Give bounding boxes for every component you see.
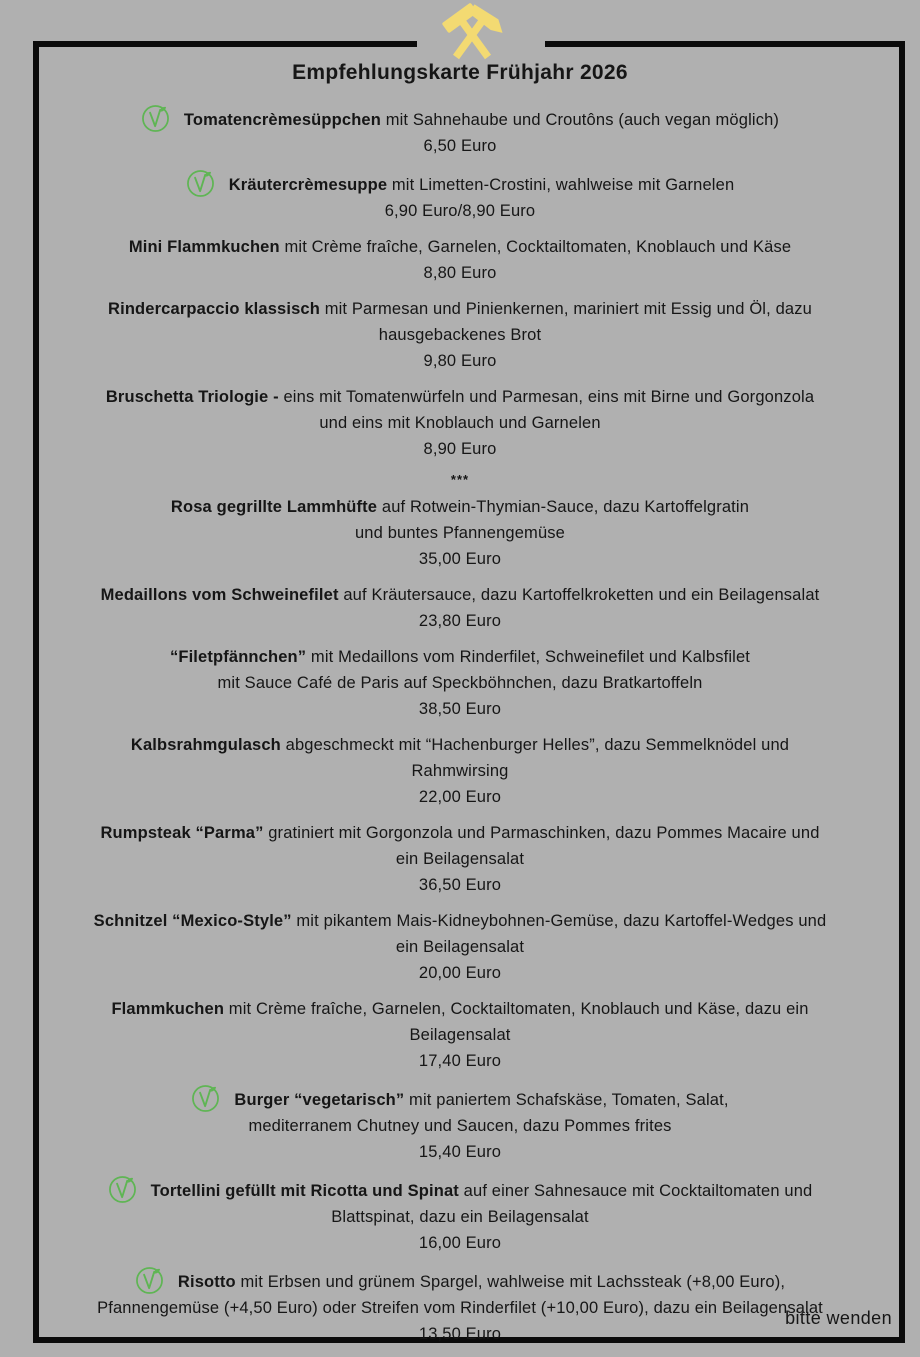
dish-price: 20,00 Euro [418,964,502,982]
dish-headline: Mini Flammkuchen mit Crème fraîche, Garnelen, Cocktailtomaten, Knoblauch und Käse [128,238,792,256]
menu-item [23,644,897,722]
dish-name: Risotto [177,1273,236,1291]
dish-headline: Rindercarpaccio klassisch mit Parmesan und Pinienkernen, mariniert mit Essig und Öl, dazu [108,300,812,318]
dish-price: 23,80 Euro [418,612,502,630]
dish-description-line: Beilagensalat [409,1026,511,1044]
dish-price: 8,90 Euro [423,440,497,458]
menu-item [23,996,897,1074]
menu-item [23,169,897,224]
dish-price: 38,50 Euro [418,700,502,718]
menu-items [23,104,897,1347]
dish-price: 6,50 Euro [423,137,497,155]
dish-headline: Rumpsteak “Parma” gratiniert mit Gorgonzola und Parmaschinken, dazu Pommes Macaire und [100,824,820,842]
dish-name: Mini Flammkuchen [128,238,280,256]
dish-description-line: Blattspinat, dazu ein Beilagensalat [331,1208,589,1226]
dish-headline: Tortellini gefüllt mit Ricotta und Spinat auf einer Sahnesauce mit Cocktailtomaten und [23,1175,897,1204]
dish-name: Flammkuchen [111,1000,225,1018]
menu-item [23,234,897,286]
menu-item [23,494,897,572]
dish-price: 6,90 Euro/8,90 Euro [384,202,536,220]
dish-price: 16,00 Euro [418,1234,502,1252]
vegetarian-icon [135,1266,164,1295]
menu-item [23,384,897,462]
dish-description-line: Rahmwirsing [411,762,509,780]
dish-headline: Bruschetta Triologie - eins mit Tomatenwürfeln und Parmesan, eins mit Birne und Gorgonzola [105,388,815,406]
dish-price: 35,00 Euro [418,550,502,568]
dish-name: Burger “vegetarisch” [234,1091,405,1109]
dish-headline: Schnitzel “Mexico-Style” mit pikantem Mais-Kidneybohnen-Gemüse, dazu Kartoffel-Wedges und [93,912,827,930]
dish-headline: Risotto mit Erbsen und grünem Spargel, wahlweise mit Lachssteak (+8,00 Euro), [23,1266,897,1295]
dish-price: 17,40 Euro [418,1052,502,1070]
menu-item [23,104,897,159]
menu-item [23,582,897,634]
dish-name: Bruschetta Triologie - [105,388,279,406]
dish-name: Kräutercrèmesuppe [228,176,388,194]
dish-name: Tomatencrèmesüppchen [183,111,381,129]
menu-item [23,1175,897,1256]
vegetarian-icon [141,104,170,133]
menu-item [23,908,897,986]
section-separator: *** [450,472,470,487]
dish-description-line: hausgebackenes Brot [378,326,542,344]
dish-headline: Burger “vegetarisch” mit paniertem Schafskäse, Tomaten, Salat, [23,1084,897,1113]
dish-price: 13,50 Euro [418,1325,502,1343]
dish-price: 15,40 Euro [418,1143,502,1161]
dish-description-line: ein Beilagensalat [395,850,525,868]
menu-item [23,732,897,810]
dish-description-line: und eins mit Knoblauch und Garnelen [319,414,601,432]
dish-headline: Tomatencrèmesüppchen mit Sahnehaube und Croutôns (auch vegan möglich) [23,104,897,133]
dish-name: Medaillons vom Schweinefilet [100,586,339,604]
menu-content [23,60,897,1357]
vegetarian-icon [191,1084,220,1113]
crossed-mining-hammers-icon [423,5,521,65]
dish-headline: Medaillons vom Schweinefilet auf Kräutersauce, dazu Kartoffelkroketten und ein Beilagensalat [100,586,820,604]
dish-price: 8,80 Euro [423,264,497,282]
dish-headline: Kalbsrahmgulasch abgeschmeckt mit “Hachenburger Helles”, dazu Semmelknödel und [130,736,790,754]
dish-name: “Filetpfännchen” [169,648,307,666]
dish-price: 36,50 Euro [418,876,502,894]
dish-headline: Flammkuchen mit Crème fraîche, Garnelen, Cocktailtomaten, Knoblauch und Käse, dazu ein [111,1000,809,1018]
dish-headline: Kräutercrèmesuppe mit Limetten-Crostini, wahlweise mit Garnelen [23,169,897,198]
dish-headline: “Filetpfännchen” mit Medaillons vom Rinderfilet, Schweinefilet und Kalbsfilet [169,648,751,666]
dish-price: 9,80 Euro [423,352,497,370]
dish-name: Rumpsteak “Parma” [100,824,264,842]
menu-item [23,296,897,374]
dish-description-line: mediterranem Chutney und Saucen, dazu Pommes frites [248,1117,672,1135]
dish-description-line: ein Beilagensalat [395,938,525,956]
menu-item [23,1084,897,1165]
dish-name: Schnitzel “Mexico-Style” [93,912,292,930]
vegetarian-icon [108,1175,137,1204]
dish-name: Tortellini gefüllt mit Ricotta und Spinat [150,1182,459,1200]
menu-item [23,1266,897,1347]
dish-description-line: und buntes Pfannengemüse [354,524,565,542]
page-title: Empfehlungskarte Frühjahr 2026 [292,61,628,84]
dish-description-line: mit Sauce Café de Paris auf Speckböhnchen, dazu Bratkartoffeln [217,674,703,692]
dish-price: 22,00 Euro [418,788,502,806]
turn-over-note: bitte wenden [785,1308,892,1328]
dish-name: Rosa gegrillte Lammhüfte [170,498,378,516]
dish-headline: Rosa gegrillte Lammhüfte auf Rotwein-Thymian-Sauce, dazu Kartoffelgratin [170,498,750,516]
menu-item [23,820,897,898]
dish-name: Rindercarpaccio klassisch [108,300,320,318]
dish-description-line: Pfannengemüse (+4,50 Euro) oder Streifen vom Rinderfilet (+10,00 Euro), dazu ein Beilagensalat [97,1299,823,1317]
dish-name: Kalbsrahmgulasch [130,736,281,754]
vegetarian-icon [186,169,215,198]
